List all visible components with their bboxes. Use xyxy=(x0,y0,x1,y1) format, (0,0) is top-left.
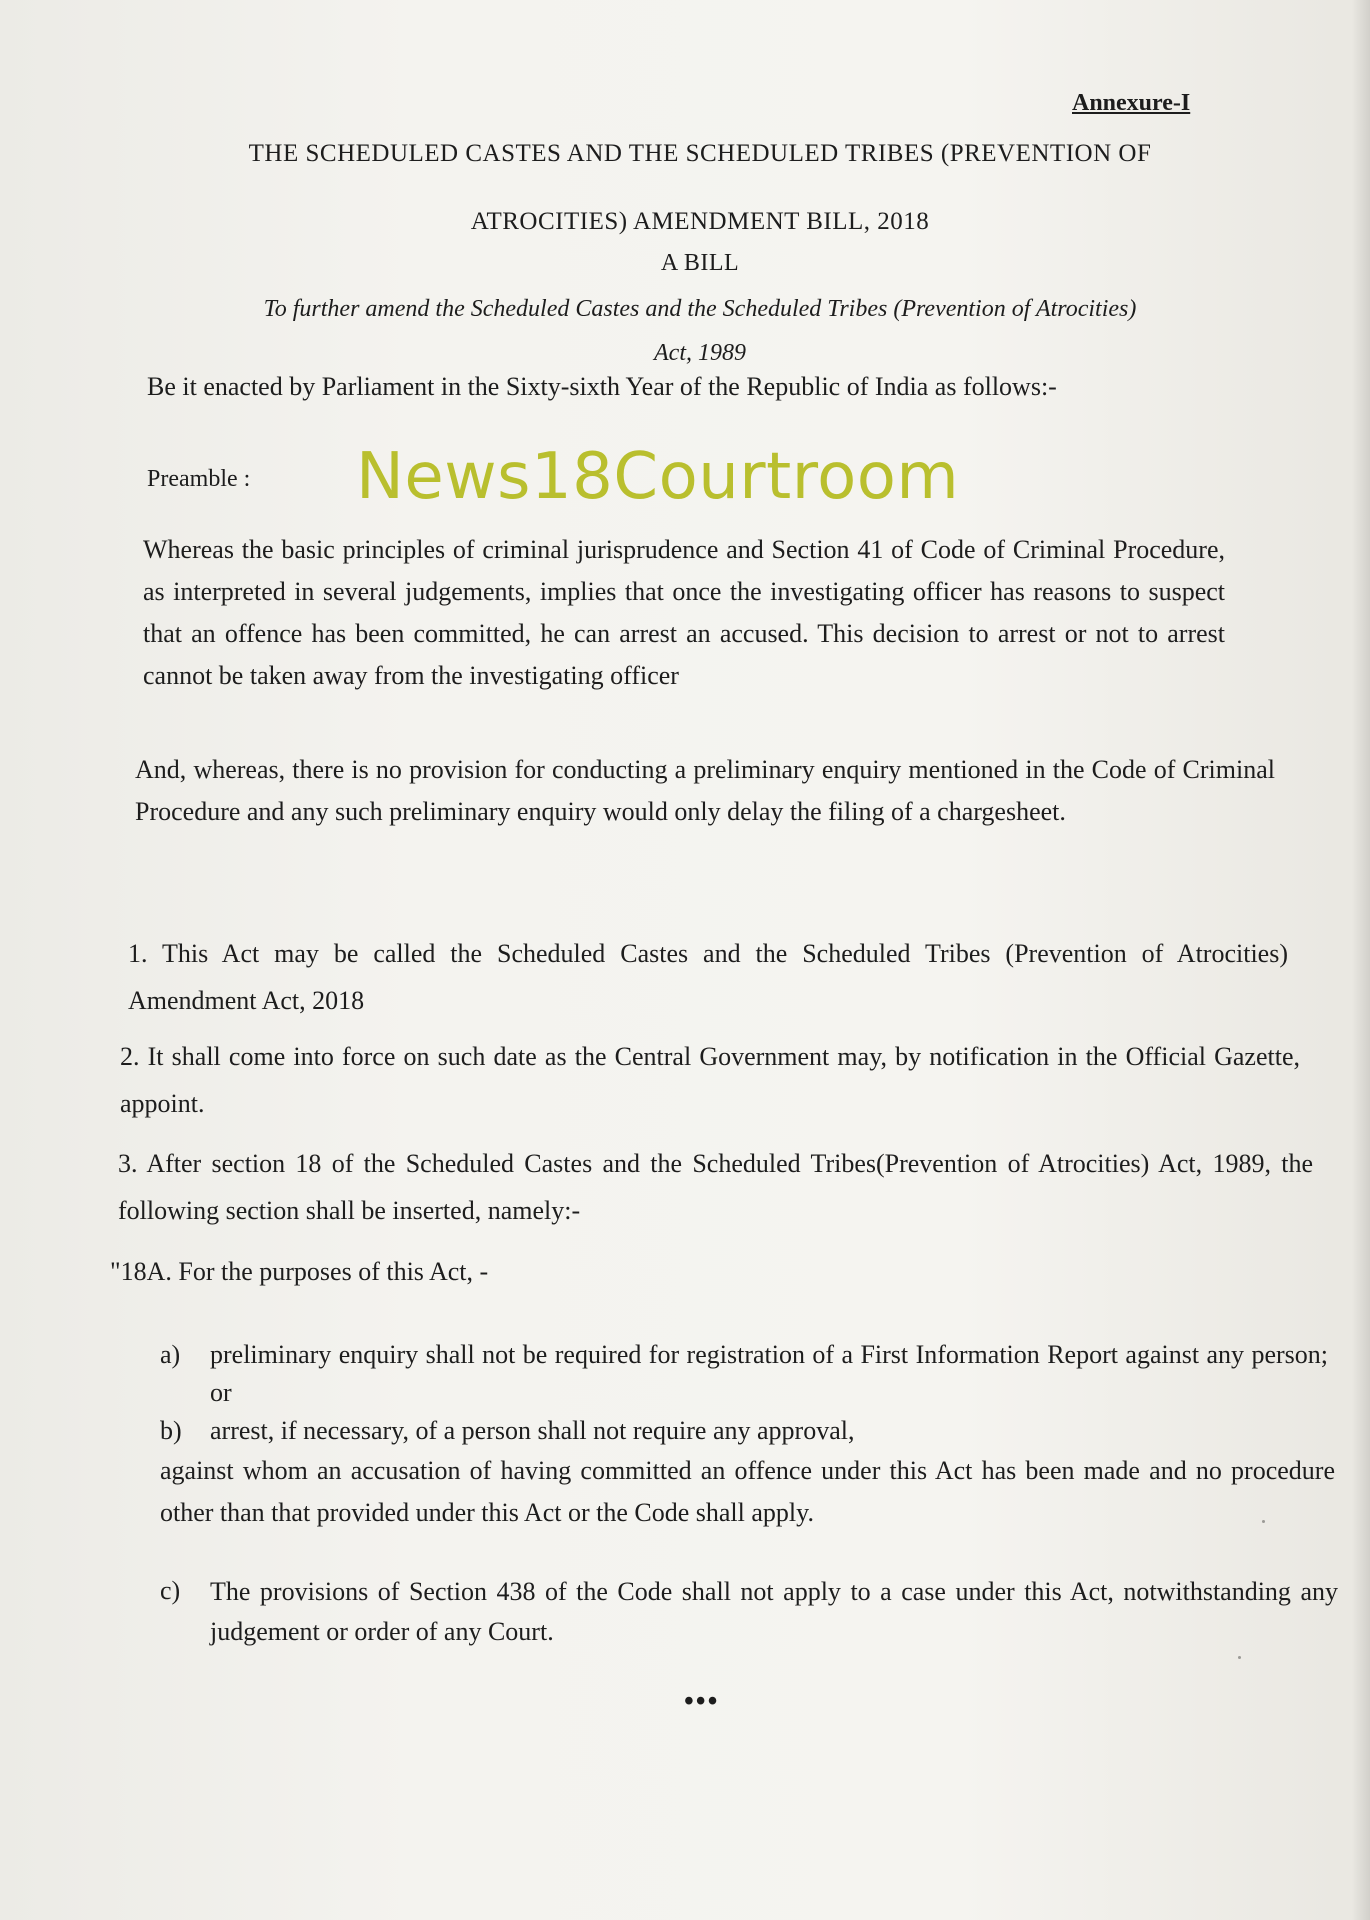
clause-c-text: The provisions of Section 438 of the Code shall not apply to a case under this Act, notwithstanding any judgement or order of any Court. xyxy=(210,1577,1338,1646)
preamble-label: Preamble : xyxy=(147,466,251,492)
bill-heading: A BILL xyxy=(660,250,740,276)
clause-c-label: c) xyxy=(160,1576,181,1605)
bill-title-line-2: ATROCITIES) AMENDMENT BILL, 2018 xyxy=(470,208,930,235)
enacting-clause: Be it enacted by Parliament in the Sixty-sixth Year of the Republic of India as follows:- xyxy=(147,372,1057,401)
section-3: 3. After section 18 of the Scheduled Castes and the Scheduled Tribes(Prevention of Atrocities) Act, 1989, the following section shall be inserted, namely:- xyxy=(118,1149,1313,1225)
clause-a-text: preliminary enquiry shall not be required for registration of a First Information Report against any person; or xyxy=(210,1340,1328,1407)
clause-b-label: b) xyxy=(160,1416,182,1445)
clause-a-label: a) xyxy=(160,1340,181,1369)
page-edge-shadow xyxy=(1352,0,1370,1920)
annexure-label: Annexure-I xyxy=(1072,90,1191,116)
section-18a-heading: "18A. For the purposes of this Act, - xyxy=(110,1257,489,1286)
paper-speck xyxy=(1238,1656,1241,1659)
clause-b-continuation: against whom an accusation of having committed an offence under this Act has been made and no procedure other than that provided under this Act or the Code shall apply. xyxy=(160,1456,1335,1527)
end-of-document-mark: ••• xyxy=(684,1686,720,1717)
clause-b-text: arrest, if necessary, of a person shall not require any approval, xyxy=(210,1416,855,1445)
section-1: 1. This Act may be called the Scheduled Castes and the Scheduled Tribes (Prevention of Atrocities) Amendment Act, 2018 xyxy=(128,939,1288,1015)
section-2: 2. It shall come into force on such date as the Central Government may, by notification in the Official Gazette, appoint. xyxy=(120,1042,1300,1118)
bill-subtitle-line-2: Act, 1989 xyxy=(654,340,746,366)
watermark-text: News18Courtroom xyxy=(356,440,960,514)
preamble-paragraph-2: And, whereas, there is no provision for conducting a preliminary enquiry mentioned in the Code of Criminal Procedure and any such preliminary enquiry would only delay the filing of a chargesheet. xyxy=(135,755,1275,826)
bill-subtitle-line-1: To further amend the Scheduled Castes and the Scheduled Tribes (Prevention of Atrocities) xyxy=(263,296,1137,322)
preamble-paragraph-1: Whereas the basic principles of criminal jurisprudence and Section 41 of Code of Criminal Procedure, as interpreted in several judgements, implies that once the investigating officer has reasons to suspect that an offence has been committed, he can arrest an accused. This decision to arrest or not to arrest cannot be taken away from the investigating officer xyxy=(143,535,1225,690)
bill-title-line-1: THE SCHEDULED CASTES AND THE SCHEDULED TRIBES (PREVENTION OF xyxy=(248,140,1152,167)
paper-speck xyxy=(1262,1520,1265,1523)
